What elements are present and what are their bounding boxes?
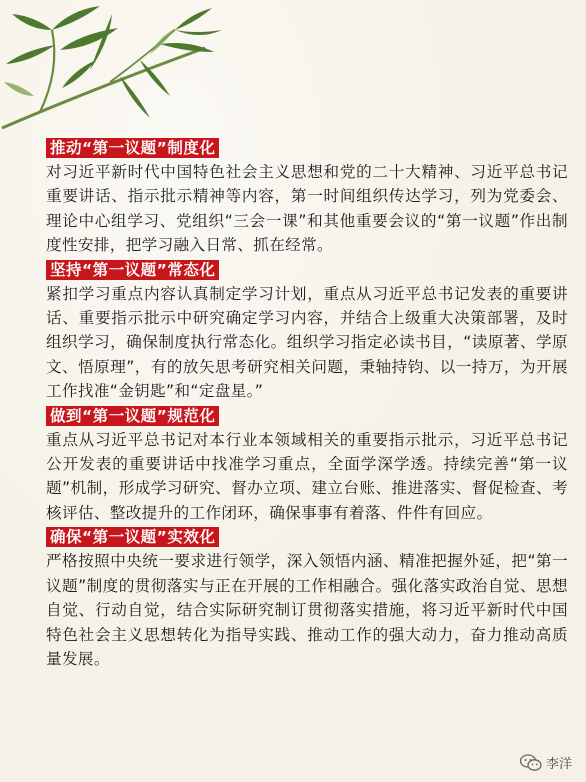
- article-content: [46, 138, 568, 673]
- section-paragraph: 重点从习近平总书记对本行业本领域相关的重要指示批示，习近平总书记公开发表的重要讲话中找准学习重点，全面学深学透。持续完善“第一议题”机制，形成学习研究、督办立项、建立台账、推进落实、督促检查、考核评估、整改提升的工作闭环，确保事事有着落、件件有回应。: [46, 430, 568, 522]
- section-heading: 坚持“第一议题”常态化: [46, 260, 219, 280]
- section-institutionalize: [46, 138, 568, 258]
- section-normalize: [46, 260, 568, 404]
- section-standardize: [46, 406, 568, 526]
- wechat-icon: [520, 754, 542, 772]
- account-watermark: [520, 753, 572, 772]
- section-heading: 确保“第一议题”实效化: [46, 527, 219, 547]
- section-effectiveness: [46, 527, 568, 671]
- section-heading: 做到“第一议题”规范化: [46, 406, 219, 426]
- section-heading: 推动“第一议题”制度化: [46, 138, 219, 158]
- section-paragraph: 对习近平新时代中国特色社会主义思想和党的二十大精神、习近平总书记重要讲话、指示批示精神等内容，第一时间组织传达学习，列为党委会、理论中心组学习、党组织“三会一课”和其他重要会议的“第一议题”作出制度性安排，把学习融入日常、抓在经常。: [46, 163, 568, 255]
- section-paragraph: 紧扣学习重点内容认真制定学习计划，重点从习近平总书记发表的重要讲话、重要指示批示中研究确定学习内容，并结合上级重大决策部署，及时组织学习，确保制度执行常态化。组织学习指定必读书目，“读原著、学原文、悟原理”，有的放矢思考研究相关问题，秉轴持钧、以一持万，为开展工作找准“金钥匙”和“定盘星。”: [46, 284, 568, 401]
- watermark-label: 李洋: [545, 757, 572, 772]
- section-paragraph: 严格按照中央统一要求进行领学，深入领悟内涵、精准把握外延，把“第一议题”制度的贯彻落实与正在开展的工作相融合。强化落实政治自觉、思想自觉、行动自觉，结合实际研究制订贯彻落实措施，将习近平新时代中国特色社会主义思想转化为指导实践、推动工作的强大动力，奋力推动高质量发展。: [46, 552, 568, 668]
- bamboo-decoration-icon: [0, 0, 230, 140]
